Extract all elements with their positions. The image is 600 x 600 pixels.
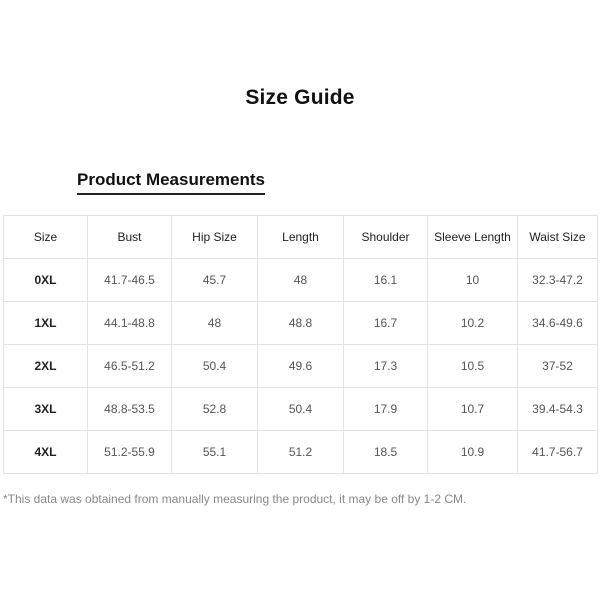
cell-length: 48.8: [258, 302, 344, 345]
cell-waist-size: 37-52: [518, 345, 598, 388]
cell-shoulder: 18.5: [344, 431, 428, 474]
section-heading: Product Measurements: [77, 170, 265, 195]
table-row: [4, 345, 598, 388]
cell-sleeve-length: 10: [428, 259, 518, 302]
cell-size: 3XL: [4, 388, 88, 431]
header-bust: Bust: [88, 216, 172, 259]
cell-length: 51.2: [258, 431, 344, 474]
header-hip-size: Hip Size: [172, 216, 258, 259]
cell-hip-size: 52.8: [172, 388, 258, 431]
measurement-note: *This data was obtained from manually measuring the product, it may be off by 1-2 CM.: [3, 492, 467, 506]
cell-shoulder: 16.1: [344, 259, 428, 302]
cell-shoulder: 17.9: [344, 388, 428, 431]
cell-shoulder: 16.7: [344, 302, 428, 345]
cell-hip-size: 48: [172, 302, 258, 345]
header-length: Length: [258, 216, 344, 259]
table-row: [4, 302, 598, 345]
cell-waist-size: 32.3-47.2: [518, 259, 598, 302]
cell-hip-size: 45.7: [172, 259, 258, 302]
cell-length: 49.6: [258, 345, 344, 388]
size-table: [3, 215, 598, 474]
cell-size: 1XL: [4, 302, 88, 345]
cell-hip-size: 55.1: [172, 431, 258, 474]
cell-size: 0XL: [4, 259, 88, 302]
cell-length: 48: [258, 259, 344, 302]
cell-bust: 46.5-51.2: [88, 345, 172, 388]
cell-size: 2XL: [4, 345, 88, 388]
cell-length: 50.4: [258, 388, 344, 431]
header-waist-size: Waist Size: [518, 216, 598, 259]
cell-hip-size: 50.4: [172, 345, 258, 388]
header-size: Size: [4, 216, 88, 259]
table-row: [4, 388, 598, 431]
table-row: [4, 431, 598, 474]
cell-bust: 44.1-48.8: [88, 302, 172, 345]
table-row: [4, 259, 598, 302]
cell-waist-size: 39.4-54.3: [518, 388, 598, 431]
cell-shoulder: 17.3: [344, 345, 428, 388]
cell-bust: 41.7-46.5: [88, 259, 172, 302]
cell-sleeve-length: 10.5: [428, 345, 518, 388]
cell-sleeve-length: 10.7: [428, 388, 518, 431]
page-title: Size Guide: [245, 86, 355, 109]
table-header-row: [4, 216, 598, 259]
header-shoulder: Shoulder: [344, 216, 428, 259]
cell-sleeve-length: 10.9: [428, 431, 518, 474]
cell-sleeve-length: 10.2: [428, 302, 518, 345]
cell-bust: 48.8-53.5: [88, 388, 172, 431]
cell-size: 4XL: [4, 431, 88, 474]
cell-waist-size: 34.6-49.6: [518, 302, 598, 345]
cell-bust: 51.2-55.9: [88, 431, 172, 474]
header-sleeve-length: Sleeve Length: [428, 216, 518, 259]
cell-waist-size: 41.7-56.7: [518, 431, 598, 474]
